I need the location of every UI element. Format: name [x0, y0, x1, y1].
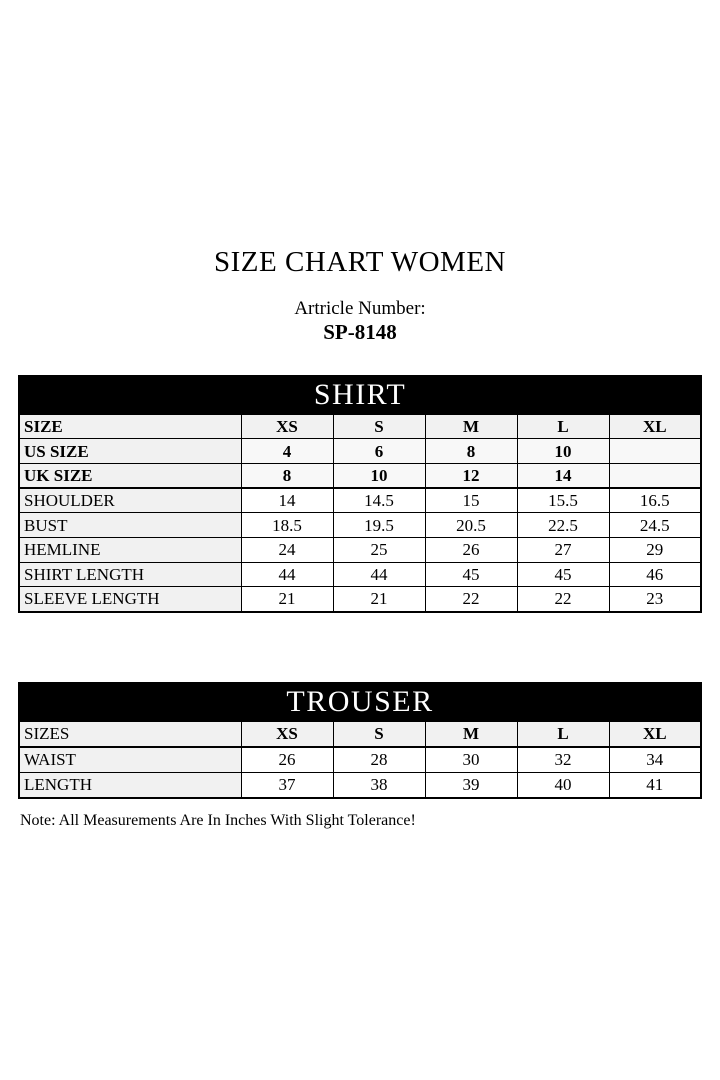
size-value-cell: 10: [333, 463, 425, 488]
size-value-cell: 26: [241, 747, 333, 773]
size-value-cell: 15.5: [517, 488, 609, 513]
size-value-cell: 22: [425, 587, 517, 612]
size-value-cell: 22.5: [517, 513, 609, 538]
size-value-cell: 22: [517, 587, 609, 612]
article-number-value: SP-8148: [323, 320, 397, 344]
size-value-cell: 23: [609, 587, 701, 612]
size-value-cell: 27: [517, 537, 609, 562]
size-value-cell: [609, 439, 701, 464]
size-value-cell: 14: [517, 463, 609, 488]
size-value-cell: 15: [425, 488, 517, 513]
size-value-cell: 14: [241, 488, 333, 513]
size-header-row: [19, 414, 701, 439]
size-value-cell: M: [425, 721, 517, 747]
size-value-cell: 6: [333, 439, 425, 464]
size-value-cell: 39: [425, 772, 517, 798]
size-value-cell: L: [517, 721, 609, 747]
size-value-cell: 44: [333, 562, 425, 587]
size-value-cell: L: [517, 414, 609, 439]
size-value-cell: 8: [241, 463, 333, 488]
trouser-table-title: TROUSER: [19, 683, 701, 721]
table-row: [19, 772, 701, 798]
row-label-cell: HEMLINE: [19, 537, 241, 562]
size-value-cell: XS: [241, 414, 333, 439]
table-row: [19, 537, 701, 562]
size-value-cell: XL: [609, 721, 701, 747]
page-title: SIZE CHART WOMEN: [214, 246, 506, 278]
size-value-cell: 45: [517, 562, 609, 587]
size-value-cell: 24: [241, 537, 333, 562]
size-value-cell: 37: [241, 772, 333, 798]
size-value-cell: [609, 463, 701, 488]
trouser-table-body: [19, 721, 701, 798]
size-value-cell: 30: [425, 747, 517, 773]
size-value-cell: 19.5: [333, 513, 425, 538]
size-value-cell: 25: [333, 537, 425, 562]
table-row: [19, 439, 701, 464]
size-value-cell: 12: [425, 463, 517, 488]
row-label-cell: LENGTH: [19, 772, 241, 798]
size-value-cell: XL: [609, 414, 701, 439]
size-value-cell: 21: [333, 587, 425, 612]
size-value-cell: M: [425, 414, 517, 439]
size-value-cell: 24.5: [609, 513, 701, 538]
measurement-note: Note: All Measurements Are In Inches With Slight Tolerance!: [20, 812, 416, 829]
size-value-cell: 32: [517, 747, 609, 773]
article-number-label: Artricle Number:: [294, 298, 426, 319]
row-label-cell: SHIRT LENGTH: [19, 562, 241, 587]
size-value-cell: 46: [609, 562, 701, 587]
size-value-cell: 10: [517, 439, 609, 464]
row-label-cell: SLEEVE LENGTH: [19, 587, 241, 612]
row-label-cell: SIZE: [19, 414, 241, 439]
trouser-size-table: [18, 682, 702, 799]
size-value-cell: 41: [609, 772, 701, 798]
table-row: [19, 587, 701, 612]
size-value-cell: 26: [425, 537, 517, 562]
table-row: [19, 513, 701, 538]
table-row: [19, 488, 701, 513]
row-label-cell: SIZES: [19, 721, 241, 747]
size-value-cell: 44: [241, 562, 333, 587]
size-value-cell: 40: [517, 772, 609, 798]
size-value-cell: S: [333, 414, 425, 439]
shirt-table-title: SHIRT: [19, 376, 701, 414]
trouser-table-title-row: [19, 683, 701, 721]
size-value-cell: 20.5: [425, 513, 517, 538]
table-row: [19, 562, 701, 587]
size-value-cell: 14.5: [333, 488, 425, 513]
size-value-cell: 34: [609, 747, 701, 773]
size-value-cell: 45: [425, 562, 517, 587]
size-value-cell: 21: [241, 587, 333, 612]
size-value-cell: 16.5: [609, 488, 701, 513]
table-row: [19, 463, 701, 488]
size-value-cell: S: [333, 721, 425, 747]
shirt-table-title-row: [19, 376, 701, 414]
row-label-cell: BUST: [19, 513, 241, 538]
row-label-cell: WAIST: [19, 747, 241, 773]
size-value-cell: 29: [609, 537, 701, 562]
table-row: [19, 747, 701, 773]
size-header-row: [19, 721, 701, 747]
size-value-cell: 18.5: [241, 513, 333, 538]
size-value-cell: XS: [241, 721, 333, 747]
size-value-cell: 4: [241, 439, 333, 464]
row-label-cell: SHOULDER: [19, 488, 241, 513]
shirt-size-table: [18, 375, 702, 613]
row-label-cell: US SIZE: [19, 439, 241, 464]
shirt-table-body: [19, 414, 701, 612]
row-label-cell: UK SIZE: [19, 463, 241, 488]
size-value-cell: 38: [333, 772, 425, 798]
size-value-cell: 28: [333, 747, 425, 773]
size-value-cell: 8: [425, 439, 517, 464]
